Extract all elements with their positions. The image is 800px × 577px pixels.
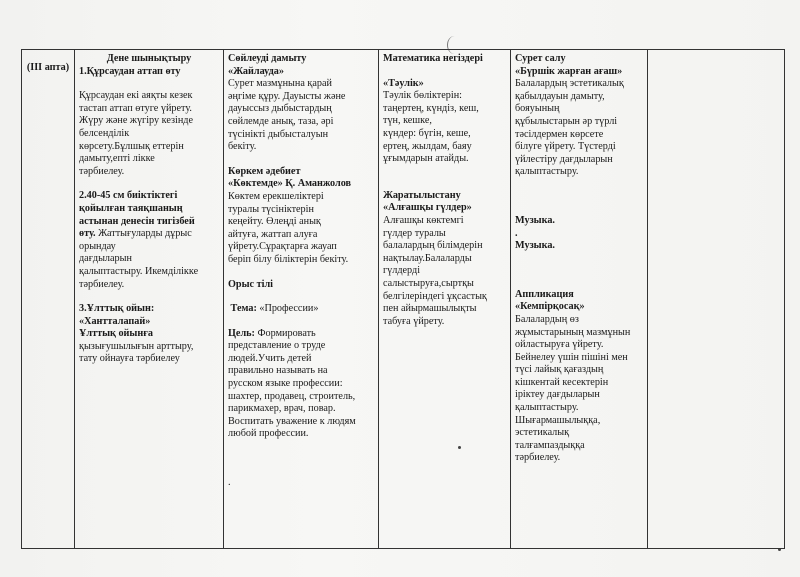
literature-text-line: кеңейту. Өлеңді анық (228, 216, 321, 228)
math-text-line: ұғымдарын атайды. (383, 153, 469, 165)
goal-line: людей.Учить детей (228, 352, 312, 364)
applique-text-line: талғампаздыққа (515, 439, 585, 451)
literature-text-line: туралы түсініктерін (228, 203, 314, 215)
pe-text-2-line: дағдыларын (79, 253, 132, 265)
goal-line: любой профессии. (228, 428, 309, 440)
pe-text-1-line: белсенділік (79, 127, 130, 139)
pe-text-1-line: Құрсаудан екі аяқты кезек (79, 90, 193, 102)
pe-topic-3-line: 3.Ұлттық ойын: (79, 303, 155, 315)
math-text-line: таңертең, күндіз, кеш, (383, 102, 479, 114)
drawing-text-line: тәсілдермен көрсете (515, 128, 604, 140)
applique-text-line: ойластыруға үйрету. (515, 339, 604, 351)
math-text-line: түн, кешке, (383, 115, 432, 127)
goal-line: Воспитать уважение к людям (228, 415, 356, 427)
applique-text-line: қалыптастыру. (515, 402, 579, 414)
literature-text-line: айтуға, жаттап алуға (228, 228, 318, 240)
math-text-line: ертең, жылдам, баяу (383, 140, 472, 152)
pe-text-2-line: қалыптастыру. Икемділікке (79, 265, 199, 277)
drawing-text-line: білуге үйрету. Түстерді (515, 141, 616, 153)
goal-line: русском языке профессии: (228, 378, 343, 390)
drawing-text-line: бояуының (515, 103, 560, 115)
science-text-line: пен айырмашылықты (383, 303, 477, 315)
applique-text-line: Балалардың өз (515, 313, 579, 325)
science-subject: Жаратылыстану (383, 189, 461, 201)
applique-text-line: эстетикалық (515, 427, 570, 439)
pe-text-1-line: тастап аттап өтуге үйрету. (79, 102, 192, 114)
applique-topic: «Кемпірқосақ» (515, 301, 585, 313)
applique-text-line: кішкентай кесектерін (515, 376, 609, 388)
science-text-line: салыстыруға,сыртқы (383, 277, 474, 289)
pe-text-3-line: қызығушылығын арттыру, (79, 340, 194, 352)
science-text-line: нақтылау.Балаларды (383, 252, 472, 264)
pe-topic-2-line: өту. (79, 228, 96, 240)
drawing-text-line: құбылыстарын әр түрлі (515, 115, 618, 127)
music-label: Музыка. (515, 214, 555, 226)
applique-text-line: Бейнелеу үшін пішіні мен (515, 351, 628, 363)
pe-topic-3-line: Ұлттық ойынға (79, 328, 153, 340)
pe-text-1-line: дамыту,епті лікке (79, 153, 155, 165)
science-text-line: гүлдер туралы (383, 227, 446, 239)
drawing-subject: Сурет салу (515, 53, 566, 64)
math-text-line: күндер: бүгін, кеше, (383, 127, 471, 139)
pe-topic-1: 1.Құрсаудан аттап өту (79, 65, 181, 77)
music-label: Музыка. (515, 240, 555, 252)
pe-topic-2-line: қойылған таяқшаның (79, 202, 183, 214)
math-cell (379, 50, 511, 549)
goal-label: Цель: (228, 327, 255, 339)
science-text-line: гүлдерді (383, 265, 421, 277)
pe-topic-3-line: «Хантталапай» (79, 315, 151, 327)
math-subject: Математика негіздері (383, 53, 483, 64)
pe-text-2-line: орындау (79, 240, 116, 252)
speech-text-line: түсінікті дыбысталуын (228, 128, 329, 140)
applique-text-line: Шығармашылыққа, (515, 414, 601, 426)
pe-subject: Дене шынықтыру (106, 53, 192, 64)
literature-text-line: Көктем ерекшеліктері (228, 190, 324, 202)
goal-line: парикмахер, врач, повар. (228, 403, 336, 415)
empty-cell (648, 50, 785, 549)
theme-value: «Профессии» (259, 303, 319, 315)
stray-mark: . (228, 477, 231, 489)
pe-topic-2-line: 2.40-45 см биіктіктегі (79, 190, 178, 202)
speech-cell (224, 50, 379, 549)
goal-line: правильно называть на (228, 365, 328, 377)
goal-line: Формировать (257, 327, 316, 339)
literature-topic: «Көктемде» Қ. Аманжолов (228, 178, 352, 190)
pe-topic-2-line: астынан денесін тигізбей (79, 215, 195, 227)
science-topic: «Алғашқы гүлдер» (383, 202, 472, 214)
speech-text-line: бекіту. (228, 141, 257, 153)
science-text-line: табуға үйрету. (383, 315, 445, 327)
literature-text-line: беріп білу біліктерін бекіту. (228, 253, 349, 265)
literature-subject: Көркем әдебиет (228, 165, 301, 177)
speech-text-line: сөйлемде анық, таза, әрі (228, 115, 334, 127)
pe-text-1-line: көрсету.Бұлшық еттерін (79, 140, 184, 152)
pe-text-1-line: Жүру және жүгіру кезінде (79, 115, 193, 127)
pe-cell (75, 50, 224, 549)
applique-text-line: жұмыстарының мазмұнын (515, 326, 631, 338)
pe-text-3-line: тату ойнауға тәрбиелеу (79, 353, 180, 365)
applique-text-line: іріктеу дағдыларын (515, 389, 600, 401)
russian-subject: Орыс тілі (228, 278, 273, 290)
theme-label: Тема: (230, 303, 257, 315)
drawing-text-line: қабылдауын дамыту, (515, 90, 605, 102)
speech-text-line: әңгіме құру. Дауысты және (228, 90, 346, 102)
pe-text-2-line: Жаттығуларды дұрыс (98, 228, 192, 240)
science-text-line: Алғашқы көктемгі (383, 214, 464, 226)
science-text-line: балалардың білімдерін (383, 240, 483, 252)
math-text-line: Тәулік бөліктерін: (383, 90, 462, 102)
art-cell (511, 50, 648, 549)
table-row (22, 50, 785, 549)
pe-text-1-line: тәрбиелеу. (79, 165, 125, 177)
literature-text-line: үйрету.Сұрақтарға жауап (228, 241, 337, 253)
music-dot: . (515, 227, 518, 239)
speech-text-line: дауыссыз дыбыстардың (228, 103, 332, 115)
speech-subject: Сөйлеудi дамыту (228, 53, 307, 64)
science-text-line: белгілеріндегі ұқсастық (383, 290, 487, 302)
math-topic: «Тәулік» (383, 77, 424, 89)
pe-text-2-line: тәрбиелеу. (79, 278, 125, 290)
drawing-topic: «Бүршік жарған ағаш» (515, 65, 623, 77)
week-cell (22, 50, 75, 549)
weekly-plan-table (21, 49, 785, 549)
drawing-text-line: үйлестіру дағдыларын (515, 153, 613, 165)
applique-text-line: түсі лайық қағаздың (515, 364, 604, 376)
goal-line: шахтер, продавец, строитель, (228, 390, 356, 402)
speech-topic: «Жайлауда» (228, 65, 284, 77)
applique-text-line: тәрбиелеу. (515, 452, 561, 464)
applique-subject: Аппликация (515, 288, 574, 300)
speech-text-line: Сурет мазмұнына қарай (228, 78, 332, 90)
goal-line: представление о труде (228, 340, 326, 352)
week-label: (III апта) (26, 62, 70, 73)
drawing-text-line: қалыптастыру. (515, 166, 579, 178)
drawing-text-line: Балалардың эстетикалық (515, 78, 624, 90)
